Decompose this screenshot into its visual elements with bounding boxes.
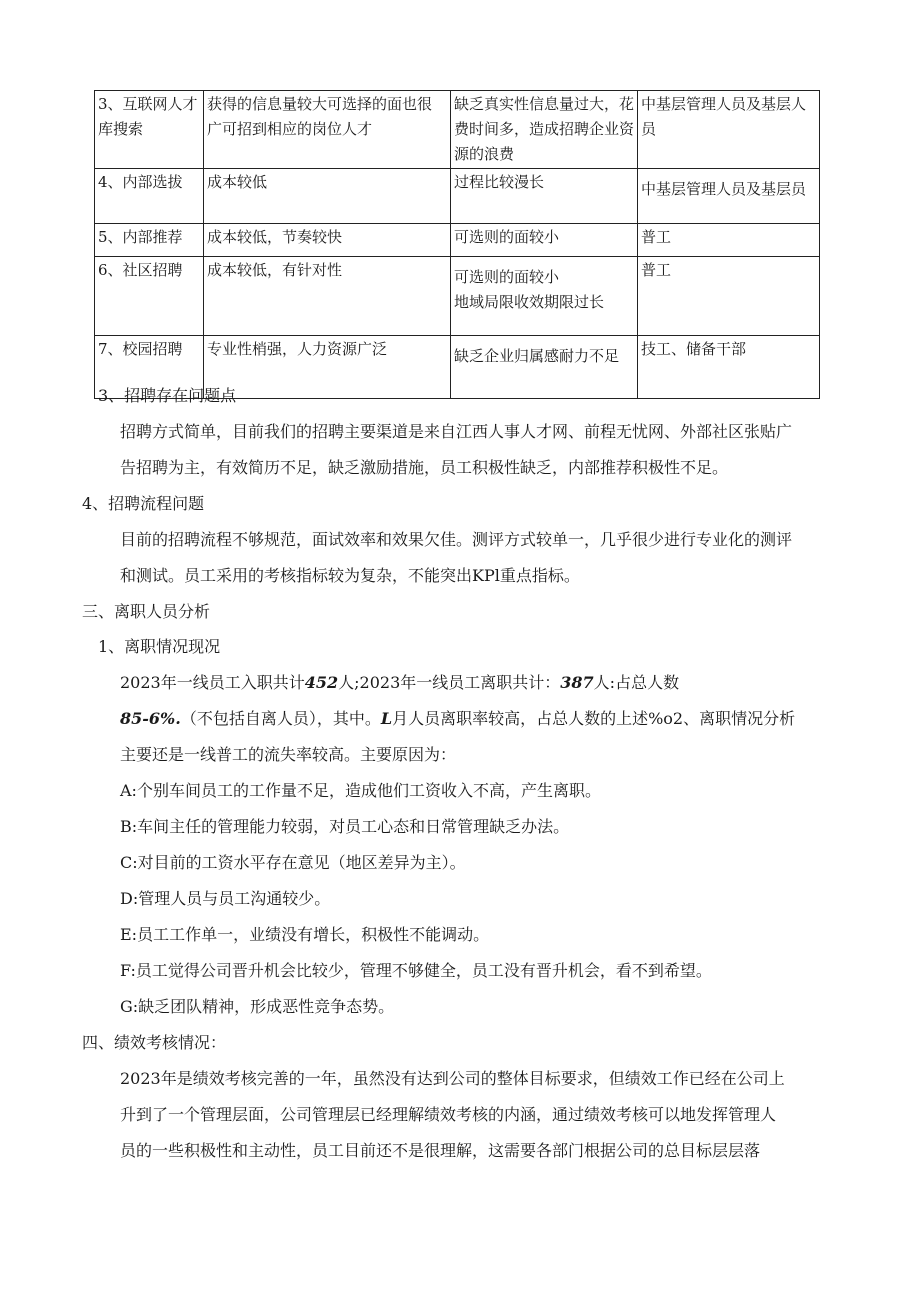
target-cell (638, 169, 820, 224)
leave-count: 387 (560, 673, 594, 692)
hire-count: 452 (304, 673, 339, 692)
cell-text: 源的浪费 (454, 145, 515, 163)
disadvantage-cell (451, 91, 638, 169)
target-cell (638, 91, 820, 169)
cell-text: 中基层管理人员及基层人 (641, 95, 807, 113)
channel-cell (95, 224, 204, 257)
reason-item: D:管理人员与员工沟通较少。 (120, 889, 331, 908)
advantage-cell (204, 169, 451, 224)
channel-cell (95, 169, 204, 224)
advantage-cell (204, 257, 451, 336)
advantage-cell (204, 224, 451, 257)
paragraph-line: 2023年是绩效考核完善的一年，虽然没有达到公司的整体目标要求，但绩效工作已经在公司上 (120, 1069, 785, 1088)
cell-text: 6、社区招聘 (98, 261, 183, 279)
cell-text: 普工 (641, 261, 672, 279)
cell-text: 可选则的面较小 (454, 268, 560, 286)
cell-text: 技工、储备干部 (641, 340, 747, 358)
cell-text: 地域局限收效期限过长 (454, 293, 605, 311)
cell-text: 成本较低 (207, 173, 268, 191)
section-heading: 4、招聘流程问题 (82, 494, 205, 513)
month-value: L (380, 709, 393, 728)
cell-text: 普工 (641, 228, 672, 246)
disadvantage-cell (451, 224, 638, 257)
text-span: 人;2023年一线员工离职共计： (338, 673, 561, 692)
text-span: 人:占总人数 (593, 673, 680, 692)
cell-text: 专业性梢强，人力资源广泛 (207, 340, 388, 358)
paragraph-line: 员的一些积极性和主动性，员工目前还不是很理解，这需要各部门根据公司的总目标层层落 (120, 1141, 761, 1160)
cell-text: 费时间多，造成招聘企业资 (454, 120, 635, 138)
sub-heading: 1、离职情况现况 (98, 637, 221, 656)
cell-text: 可选则的面较小 (454, 228, 560, 246)
target-cell (638, 257, 820, 336)
advantage-cell (204, 91, 451, 169)
section-heading: 四、绩效考核情况： (82, 1033, 227, 1052)
cell-text: 缺乏真实性信息量过大，花 (454, 95, 635, 113)
paragraph-line: 招聘方式简单，目前我们的招聘主要渠道是来自江西人事人才网、前程无忧网、外部社区张贴广 (120, 422, 793, 441)
target-cell (638, 336, 820, 399)
disadvantage-cell (451, 336, 638, 399)
cell-text: 3、互联网人才 (98, 95, 198, 113)
reason-item: C:对目前的工资水平存在意见（地区差异为主）。 (120, 853, 466, 872)
paragraph-line (120, 670, 679, 693)
cell-text: 库搜索 (98, 120, 144, 138)
paragraph-line (120, 706, 795, 729)
cell-text: 7、校园招聘 (98, 340, 183, 358)
cell-text: 获得的信息量较大可选择的面也很 (207, 95, 433, 113)
cell-text: 5、内部推荐 (98, 228, 183, 246)
cell-text: 缺乏企业归属感耐力不足 (454, 347, 620, 365)
table-row (95, 169, 820, 224)
target-cell (638, 224, 820, 257)
paragraph-line: 和测试。员工采用的考核指标较为复杂，不能突出KPl重点指标。 (120, 566, 580, 585)
paragraph-line: 目前的招聘流程不够规范，面试效率和效果欠佳。测评方式较单一，几乎很少进行专业化的测评 (120, 530, 793, 549)
text-span: （不包括自离人员），其中。 (180, 709, 381, 728)
cell-text: 成本较低，节奏较快 (207, 228, 343, 246)
section-heading: 3、招聘存在问题点 (98, 386, 237, 405)
reason-item: E:员工工作单一，业绩没有增长，积极性不能调动。 (120, 925, 490, 944)
disadvantage-cell (451, 169, 638, 224)
cell-text: 过程比较漫长 (454, 173, 545, 191)
table-row (95, 91, 820, 169)
text-span: 月人员离职率较高，占总人数的上述%o2、离职情况分析 (392, 709, 796, 728)
reason-item: F:员工觉得公司晋升机会比较少，管理不够健全，员工没有晋升机会，看不到希望。 (120, 961, 712, 980)
advantage-cell (204, 336, 451, 399)
cell-text: 成本较低，有针对性 (207, 261, 343, 279)
section-heading: 三、离职人员分析 (82, 602, 211, 621)
paragraph-line: 主要还是一线普工的流失率较高。主要原因为： (120, 745, 457, 764)
channel-cell (95, 91, 204, 169)
reason-item: A:个别车间员工的工作量不足，造成他们工资收入不高，产生离职。 (120, 781, 601, 800)
cell-text: 中基层管理人员及基层员 (641, 180, 807, 198)
reason-item: G:缺乏团队精神，形成恶性竞争态势。 (120, 997, 395, 1016)
disadvantage-cell (451, 257, 638, 336)
text-span: 2023年一线员工入职共计 (120, 673, 305, 692)
cell-text: 4、内部选拔 (98, 173, 183, 191)
cell-text: 广可招到相应的岗位人才 (207, 120, 373, 138)
recruitment-channel-table (94, 90, 820, 399)
channel-cell (95, 257, 204, 336)
cell-text: 员 (641, 120, 657, 138)
turnover-rate: 85-6%. (120, 709, 181, 728)
paragraph-line: 升到了一个管理层面，公司管理层已经理解绩效考核的内涵，通过绩效考核可以地发挥管理人 (120, 1105, 777, 1124)
table-row (95, 257, 820, 336)
paragraph-line: 告招聘为主，有效简历不足，缺乏激励措施，员工积极性缺乏，内部推荐积极性不足。 (120, 458, 729, 477)
reason-item: B:车间主任的管理能力较弱，对员工心态和日常管理缺乏办法。 (120, 817, 570, 836)
table-row (95, 224, 820, 257)
